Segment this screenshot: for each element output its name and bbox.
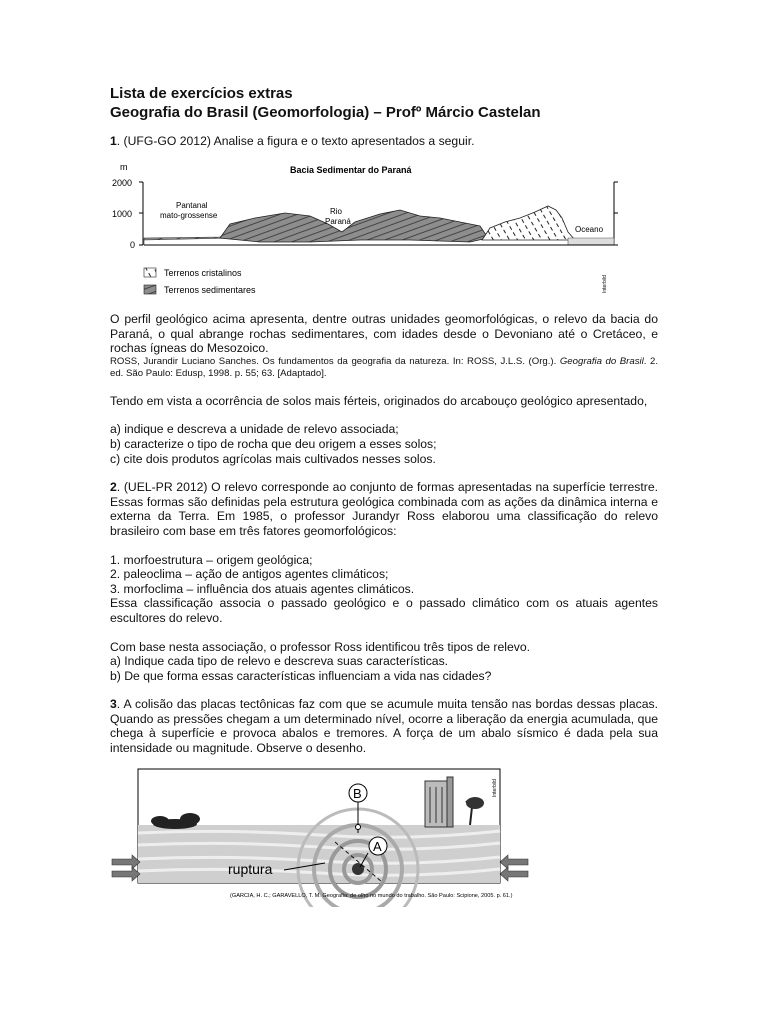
legend-cristalinos-swatch <box>144 268 156 277</box>
legend-sedimentares: Terrenos sedimentares <box>164 285 256 295</box>
arrow-right-1-icon <box>500 855 528 869</box>
q3-intro-text: . A colisão das placas tectônicas faz com que se acumule muita tensão nas bordas dessas placas. Quando as pressões chegam a um determinado nível, ocorre a liberação da energia acumulada, que chega à superfície e provoca abalos e tremores. A força de um abalo sísmico é dada pela sua intensidade ou magnitude. Observe o desenho. <box>110 697 658 756</box>
earthquake-figure <box>110 767 550 907</box>
fig1-credit: Interbild <box>602 275 608 293</box>
label-rio: Rio <box>330 207 343 216</box>
q2-factor-2: 2. paleoclima – ação de antigos agentes climáticos; <box>110 567 389 582</box>
y-tick-0: 0 <box>130 240 136 250</box>
label-b: B <box>353 786 362 801</box>
y-tick-2000: 2000 <box>112 178 133 188</box>
arrow-left-1-icon <box>112 855 140 869</box>
label-oceano: Oceano <box>575 225 604 234</box>
q1-text-block <box>110 312 658 756</box>
label-pantanal: Pantanal <box>176 201 208 210</box>
doc-title-line1: Lista de exercícios extras <box>110 85 293 102</box>
q1-item-b: b) caracterize o tipo de rocha que deu origem a esses solos; <box>110 436 437 451</box>
q2-base: Com base nesta associação, o professor Ross identificou três tipos de relevo. <box>110 639 531 654</box>
legend-cristalinos: Terrenos cristalinos <box>164 268 242 278</box>
q1-item-a: a) indique e descreva a unidade de relevo associada; <box>110 422 399 437</box>
y-unit-label: m <box>120 162 128 172</box>
q3-number: 3 <box>110 697 117 712</box>
profile-title: Bacia Sedimentar do Paraná <box>290 165 412 175</box>
document-body <box>110 84 658 149</box>
arrow-left-2-icon <box>112 867 140 881</box>
q1-intro <box>110 134 658 149</box>
q2-factor-3: 3. morfoclima – influência dos atuais agentes climáticos. <box>110 581 415 596</box>
fig2-side-credit: Interbild <box>492 779 498 797</box>
geologic-profile-figure <box>110 158 620 298</box>
legend-sedimentares-swatch <box>144 285 156 294</box>
q2-item-a: a) Indique cada tipo de relevo e descreva suas características. <box>110 654 449 669</box>
q1-intro-text: . (UFG-GO 2012) Analise a figura e o texto apresentados a seguir. <box>116 134 475 148</box>
q2-number: 2 <box>110 480 117 495</box>
arrow-right-2-icon <box>500 867 528 881</box>
q2-item-b: b) De que forma essas características influenciam a vida nas cidades? <box>110 668 492 683</box>
q1-citation-a: ROSS, Jurandir Luciano Sanches. Os fundamentos da geografia da natureza. In: ROSS, J.L.S. (Org.). <box>110 355 560 367</box>
q1-question: Tendo em vista a ocorrência de solos mais férteis, originados do arcabouço geológico apresentado, <box>110 393 648 408</box>
q1-paragraph: O perfil geológico acima apresenta, dentre outras unidades geomorfológicas, o relevo da bacia do Paraná, o qual abrange rochas sedimentares, com idades desde o Devoniano até o Cretáceo, e rochas ígneas do Mesozoico. <box>110 312 658 356</box>
q1-citation-c: . 2. ed. São Paulo: Edusp, 1998. p. 55; 63. [Adaptado]. <box>110 355 658 379</box>
q2-intro <box>110 480 658 538</box>
q1-number: 1 <box>110 134 117 148</box>
label-ruptura: ruptura <box>228 861 273 877</box>
label-pantanal-2: mato-grossense <box>160 211 218 220</box>
earthquake-svg <box>110 767 550 907</box>
q3-intro <box>110 697 658 755</box>
q2-association: Essa classificação associa o passado geológico e o passado climático com os atuais agentes escultores do relevo. <box>110 596 658 625</box>
q1-citation <box>110 356 658 380</box>
y-tick-1000: 1000 <box>112 209 133 219</box>
q2-factor-1: 1. morfoestrutura – origem geológica; <box>110 552 313 567</box>
q2-intro-text: . (UEL-PR 2012) O relevo corresponde ao conjunto de formas apresentadas na superfície terrestre. Essas formas são definidas pela estrutura geológica combinada com as ações da dinâmica interna e externa da Terra. Em 1985, o professor Jurandyr Ross elaborou uma classificação do relevo brasileiro com base em três fatores geomorfológicos: <box>110 480 658 538</box>
geologic-profile-svg <box>110 158 620 298</box>
label-rio-2: Paraná <box>325 217 351 226</box>
doc-title-line2: Geografia do Brasil (Geomorfologia) – Profº Márcio Castelan <box>110 104 541 121</box>
fig2-credit: (GARCIA, H. C.; GARAVELLO, T. M. Geografia: de olho no mundo do trabalho. São Paulo: Scipione, 2005. p. 61.) <box>230 893 513 899</box>
q1-citation-title: Geografia do Brasil <box>559 355 644 367</box>
label-a: A <box>373 839 382 854</box>
q1-item-c: c) cite dois produtos agrícolas mais cultivados nesses solos. <box>110 451 436 466</box>
